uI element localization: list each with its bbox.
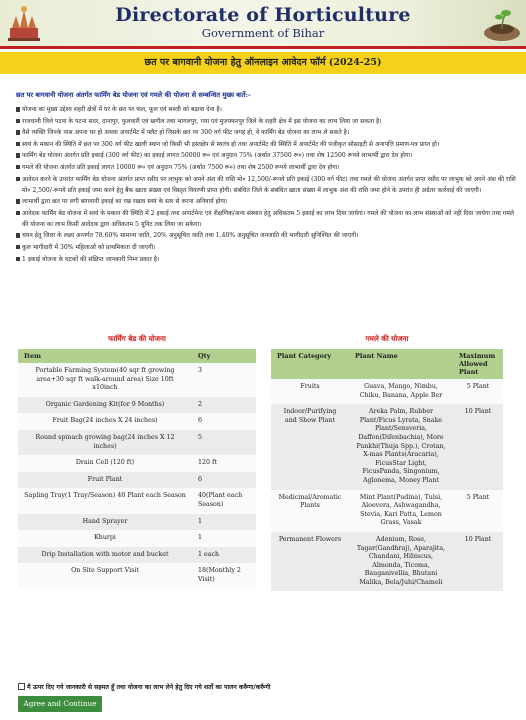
qty-cell: 3 <box>192 363 256 397</box>
farming-bed-table <box>18 349 256 589</box>
qty-cell: 1 each <box>192 547 256 564</box>
pot-scheme-title: गमले की योजना <box>365 334 409 343</box>
intro-heading: छत पर बागवानी योजना अंतर्गत फार्मिंग बेड योजना एवं गमले की योजना से सम्बन्धित मुख्य बातें:- <box>16 91 251 99</box>
intro-point: कुल भागीदारी में 30% महिलाओं को प्राथमिकता दी जाएगी। <box>16 242 516 253</box>
site-title: Directorate of Horticulture <box>115 4 411 26</box>
item-cell: Khurpi <box>18 530 192 547</box>
plant-name-cell: Areka Palm, Rubber Plant/Ficus Lyrata, Snake Plant/Sensveria, Daffon(Difenbachia), More Pankhi(Thuja Spp.), Crotan, X-mas Plants(Aracaria), FicusStar Light, FicusPanda, Singonium, Aglonema, Money Plant <box>349 404 453 489</box>
column-header-plant-category: Plant Category <box>271 349 349 379</box>
plant-name-cell: Mint Plant(Pudina), Tulsi, Aloevera, Ashwagandha, Stevia, Kari Patta, Lemon Grass, Vasak <box>349 490 453 532</box>
table-row <box>271 490 503 532</box>
item-cell: Sapling Tray(1 Tray/Season) 40 Plant each Season <box>18 488 192 513</box>
intro-point: वैसे व्यक्ति जिनके पास अपना घर हो अथवा अपार्टमेंट में फ्लैट हो जिसके छत पर 300 वर्ग फीट जगह हो, वे फार्मिंग बेड योजना का लाभ ले सकते है। <box>16 127 516 138</box>
qty-cell: 6 <box>192 472 256 489</box>
plant-name-cell: Guava, Mango, Nimbu, Chiku, Banana, Apple Ber <box>349 379 453 404</box>
table-row <box>18 472 256 489</box>
intro-point: योजना का मुख्य उद्देश्य शहरी क्षेत्रों में घर के छत पर फल, फूल एवं सब्जी को बढ़ावा देना है। <box>16 104 516 115</box>
table-row <box>18 413 256 430</box>
qty-cell: 40(Plant each Season) <box>192 488 256 513</box>
item-cell: Drip Installation with motor and bucket <box>18 547 192 564</box>
max-plant-cell: 5 Plant <box>453 379 503 404</box>
agree-continue-button[interactable]: Agree and Continue <box>18 696 102 712</box>
item-cell: Fruit Plant <box>18 472 192 489</box>
max-plant-cell: 10 Plant <box>453 404 503 489</box>
item-cell: Round spinach growing bag(24 inches X 12 inches) <box>18 430 192 455</box>
form-title: छत पर बागवानी योजना हेतु ऑनलाइन आवेदन फॉर्म (2024-25) <box>0 52 526 74</box>
header-divider <box>0 46 526 49</box>
agree-checkbox[interactable] <box>18 683 25 690</box>
qty-cell: 1 <box>192 514 256 531</box>
table-row <box>271 404 503 489</box>
table-row <box>271 532 503 592</box>
max-plant-cell: 10 Plant <box>453 532 503 592</box>
item-cell: Organic Gardening Kit(for 9 Months) <box>18 397 192 414</box>
intro-point: गमले की योजना अंतर्गत प्रति इकाई लागत 10000 रू० एवं अनुदान 75% (अर्थात 7500 रू०) तथा शेष 2500 रूपये लाभार्थी द्वारा देय होगा। <box>16 162 516 173</box>
table-row <box>18 530 256 547</box>
table-row <box>18 563 256 588</box>
agree-row <box>18 682 270 691</box>
intro-point: फार्मिंग बेड योजना अंतर्गत प्रति इकाई (300 वर्ग फीट) का इकाई लागत 50000 रू० एवं अनुदान 75% (अर्थात 37500 रू०) तथा शेष 12500 रूपये लाभार्थी द्वारा देय होगा। <box>16 150 516 161</box>
item-cell: Portable Farming System(40 sqr ft growing area+30 sqr ft walk-around area) Size 10ft x10inch <box>18 363 192 397</box>
table-row <box>18 455 256 472</box>
table-row <box>18 397 256 414</box>
table-row <box>18 488 256 513</box>
max-plant-cell: 5 Plant <box>453 490 503 532</box>
column-header-item: Item <box>18 349 192 363</box>
qty-cell: 5 <box>192 430 256 455</box>
plant-category-cell: Fruits <box>271 379 349 404</box>
column-header-plant-name: Plant Name <box>349 349 453 379</box>
item-cell: Fruit Bag(24 inches X 24 inches) <box>18 413 192 430</box>
qty-cell: 18(Monthly 2 Visit) <box>192 563 256 588</box>
intro-point: चयन हेतु जिला के लक्ष्य अन्तर्गत 78.60% सामान्य जाति, 20% अनुसूचित जाति तथा 1.40% अनुसूचित जनजाति की भागीदारी सुनिश्चित की जाएगी। <box>16 230 516 241</box>
intro-point: आवेदन करने के उपरांत फार्मिंग बेड योजना अंतर्गत प्राप्त रसीद पर लाभुक को अपने अंश की राशि मो० 12,500/-रूपये प्रति इकाई (300 वर्ग फीट) तथा गमले की योजना अंतर्गत प्राप्त रसीद पर लाभुक को अपने अंश की राशि मो० 2,500/-रूपये प्रति इकाई जमा करने हेतु बैंक खाता संख्या एवं विस्तृत विवरणी प्राप्त होगी। संबंधित जिले के संबंधित खाता संख्या में लाभुक अंश की राशि जमा होने के उपरांत ही अग्रेतर कार्रवाई की जाएगी। <box>16 174 516 196</box>
agree-label: मै ऊपर दिए गये जानकारी से सहमत हूँ तथा योजना का लाभ लेने हेतु दिए गये शर्तो का पालन करूँगा/करूँगी <box>27 684 271 691</box>
table-row <box>18 547 256 564</box>
table-row <box>271 379 503 404</box>
plant-category-cell: Medicinal/Aromatic Plants <box>271 490 349 532</box>
farming-bed-title: फार्मिंग बेड की योजना <box>108 334 166 343</box>
intro-point: आवेदक फार्मिंग बेड योजना में स्वयं के मकान की स्थिति में 2 इकाई तथा अपार्टमेन्ट एवं शैक्षणिक/अन्य संस्थान हेतु अधिकतम 5 इकाई का लाभ दिया जायेगा। गमले की योजना का लाभ संस्थाओं को नहीं दिया जायेगा तथा गमले की योजना का लाभ किसी आवेदक द्वारा अधिकतम 5 यूनिट तक लिया जा सकेगा। <box>16 208 516 230</box>
site-header <box>0 0 526 46</box>
hand-plant-icon <box>462 3 520 43</box>
column-header-qty: Qty <box>192 349 256 363</box>
table-row <box>18 514 256 531</box>
qty-cell: 120 ft <box>192 455 256 472</box>
qty-cell: 1 <box>192 530 256 547</box>
intro-section <box>16 90 516 265</box>
plant-category-cell: Permanent Flowers <box>271 532 349 592</box>
intro-point: लाभार्थी द्वारा छत पर लगी बागवानी इकाई का रख रखाव स्वयं के स्तर से करना अनिवार्य होगा। <box>16 196 516 207</box>
intro-point: स्वयं के मकान की स्थिति में छत पर 300 वर्ग फीट खाली स्थान जो किसी भी हस्तक्षेप से स्वतंत्र हो तथा अपार्टमेंट की स्थिति में अपार्टमेंट की पंजीकृत सोसाइटी से अनापत्ति प्रमाण-पत्र प्राप्त हो। <box>16 139 516 150</box>
table-row <box>18 430 256 455</box>
pot-scheme-table <box>271 349 503 591</box>
site-subtitle: Government of Bihar <box>201 26 325 40</box>
plant-name-cell: Adenium, Rose, Tagar(Gandhraj), Aparajita, Chandani, Hibiscus, Almonda, Ticoma, Bauganivellia, Bhutani Malika, Bela/Juhi/Chameli <box>349 532 453 592</box>
intro-point: 1 इकाई योजना के घटकों की संक्षिप्त जानकारी निम्न प्रकार है। <box>16 254 516 265</box>
item-cell: Hand Sprayer <box>18 514 192 531</box>
table-row <box>18 363 256 397</box>
intro-point: राजधानी जिले पटना के पटना सदर, दानापुर, फुलवारी एवं खगौल तथा भागलपुर, गया एवं मुजफ्फरपुर जिले के शहरी क्षेत्र में इस योजना का लाभ लिया जा सकता है। <box>16 116 516 127</box>
qty-cell: 2 <box>192 397 256 414</box>
plant-category-cell: Indoor/Purifying and Show Plant <box>271 404 349 489</box>
column-header-max-plant: Maximum Allowed Plant <box>453 349 503 379</box>
item-cell: Drain Cell (120 ft) <box>18 455 192 472</box>
item-cell: On Site Support Visit <box>18 563 192 588</box>
qty-cell: 6 <box>192 413 256 430</box>
